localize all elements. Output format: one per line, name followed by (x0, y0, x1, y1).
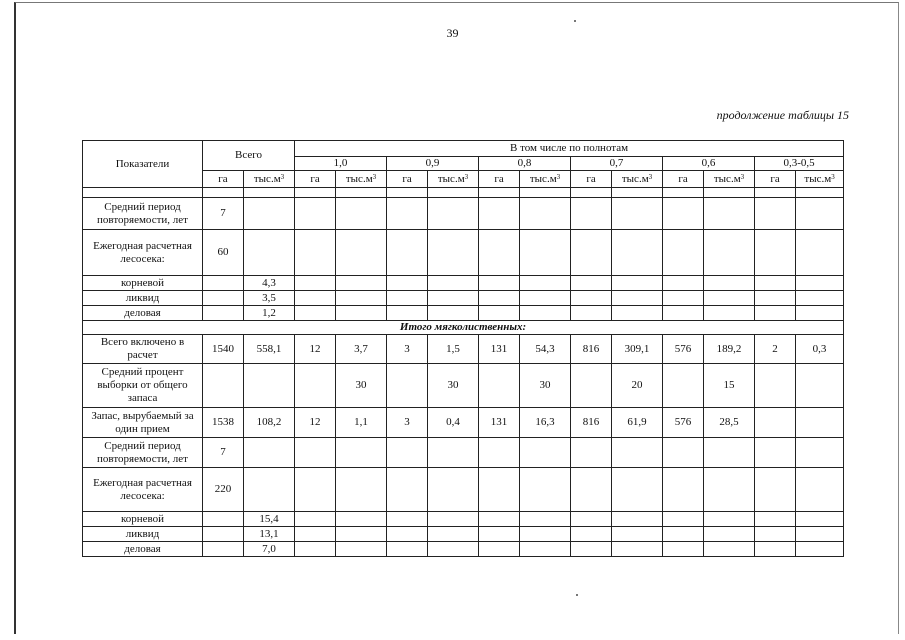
table-cell (571, 291, 612, 306)
table-cell (336, 188, 387, 198)
table-cell (796, 230, 844, 276)
table-cell (663, 306, 704, 321)
table-cell (295, 198, 336, 230)
table-cell (295, 306, 336, 321)
table-cell: 30 (336, 364, 387, 408)
table-cell (479, 438, 520, 468)
table-cell (755, 364, 796, 408)
table-cell (203, 188, 244, 198)
table-cell (428, 512, 479, 527)
row-label: деловая (83, 306, 203, 321)
table-cell (796, 306, 844, 321)
table-cell (571, 438, 612, 468)
unit-volume-superscript: 3 (648, 172, 653, 181)
row-label: Ежегодная расчетная лесосека: (83, 230, 203, 276)
table-row (83, 230, 844, 276)
table-cell (520, 512, 571, 527)
table-cell (479, 542, 520, 557)
table-cell (387, 468, 428, 512)
row-label: Всего включено в расчет (83, 335, 203, 364)
row-label: деловая (83, 542, 203, 557)
table-cell (663, 438, 704, 468)
table-cell (704, 542, 755, 557)
header-unit-ha: га (663, 171, 704, 188)
table-cell (796, 188, 844, 198)
header-unit-ha: га (479, 171, 520, 188)
table-cell (612, 527, 663, 542)
table-cell (796, 542, 844, 557)
unit-volume-superscript: 3 (280, 172, 285, 181)
table-cell (387, 527, 428, 542)
table-row (83, 321, 844, 335)
table-cell (571, 306, 612, 321)
table-row (83, 306, 844, 321)
table-cell (571, 542, 612, 557)
table-cell: 309,1 (612, 335, 663, 364)
table-row (83, 438, 844, 468)
table-cell (520, 527, 571, 542)
table-cell: 20 (612, 364, 663, 408)
table-cell (479, 198, 520, 230)
table-cell (571, 512, 612, 527)
row-label: Ежегодная расчетная лесосека: (83, 468, 203, 512)
row-label: корневой (83, 276, 203, 291)
unit-volume-superscript: 3 (740, 172, 745, 181)
table-cell (295, 188, 336, 198)
table-cell: 7 (203, 438, 244, 468)
table-cell (428, 542, 479, 557)
unit-volume-text: тыс.м (804, 172, 832, 185)
table-cell: 3 (387, 335, 428, 364)
unit-volume-text: тыс.м (713, 172, 741, 185)
table-cell (755, 408, 796, 438)
table-cell (203, 276, 244, 291)
scan-speck (574, 20, 576, 22)
table-cell (428, 291, 479, 306)
table-cell: 131 (479, 335, 520, 364)
table-cell (479, 291, 520, 306)
table-cell (704, 291, 755, 306)
table-cell (520, 276, 571, 291)
table-cell (663, 188, 704, 198)
table-cell: 3,7 (336, 335, 387, 364)
table-cell (479, 468, 520, 512)
table-cell (336, 438, 387, 468)
header-unit-ha: га (203, 171, 244, 188)
header-density: 0,3-0,5 (755, 157, 844, 171)
table-cell: 1,1 (336, 408, 387, 438)
table-cell (704, 230, 755, 276)
table-cell (755, 512, 796, 527)
table-cell (796, 468, 844, 512)
table-cell (203, 291, 244, 306)
table-cell (387, 364, 428, 408)
table-cell (479, 276, 520, 291)
table-row (83, 512, 844, 527)
table-cell (336, 198, 387, 230)
table-cell: 12 (295, 408, 336, 438)
header-by-density: В том числе по полнотам (295, 141, 844, 157)
table-cell: 3,5 (244, 291, 295, 306)
table-cell (203, 542, 244, 557)
table-cell (755, 188, 796, 198)
table-row (83, 291, 844, 306)
unit-volume-text: тыс.м (437, 172, 465, 185)
table-cell (479, 527, 520, 542)
table-cell (755, 468, 796, 512)
table-cell (428, 188, 479, 198)
table-cell (663, 468, 704, 512)
table-cell: 54,3 (520, 335, 571, 364)
table-cell (336, 306, 387, 321)
table-cell (295, 364, 336, 408)
table-cell (244, 438, 295, 468)
table-cell (704, 276, 755, 291)
table-cell (612, 306, 663, 321)
table-row (83, 542, 844, 557)
table-cell (796, 527, 844, 542)
unit-volume-text: тыс.м (621, 172, 649, 185)
table-cell: 61,9 (612, 408, 663, 438)
table-cell (520, 188, 571, 198)
table-cell: 16,3 (520, 408, 571, 438)
table-cell: 7,0 (244, 542, 295, 557)
row-label: ликвид (83, 527, 203, 542)
header-unit-volume (612, 171, 663, 188)
table-cell (203, 527, 244, 542)
table-cell (428, 527, 479, 542)
table-cell (479, 512, 520, 527)
table-cell (520, 230, 571, 276)
table-cell (704, 188, 755, 198)
table-cell (336, 512, 387, 527)
table-cell (336, 276, 387, 291)
table-cell (612, 542, 663, 557)
table-cell: 3 (387, 408, 428, 438)
table-cell (295, 527, 336, 542)
table-cell (663, 230, 704, 276)
table-cell: 12 (295, 335, 336, 364)
row-label (83, 188, 203, 198)
table-cell (571, 198, 612, 230)
table-cell (612, 291, 663, 306)
table-cell: 1,5 (428, 335, 479, 364)
table-cell (336, 468, 387, 512)
table-cell (520, 468, 571, 512)
table-cell (571, 276, 612, 291)
table-row (83, 408, 844, 438)
table-cell (796, 291, 844, 306)
table-cell (796, 364, 844, 408)
table-cell (704, 198, 755, 230)
table-cell (336, 542, 387, 557)
table-cell (295, 542, 336, 557)
table-cell (796, 408, 844, 438)
header-unit-ha: га (755, 171, 796, 188)
table-cell (336, 230, 387, 276)
header-indicators: Показатели (83, 141, 203, 188)
table-cell: 558,1 (244, 335, 295, 364)
table-cell (755, 542, 796, 557)
table-cell (704, 527, 755, 542)
table-cell (479, 364, 520, 408)
table-cell: 4,3 (244, 276, 295, 291)
table-cell: 2 (755, 335, 796, 364)
table-cell (336, 527, 387, 542)
table-cell (755, 438, 796, 468)
table-cell (520, 291, 571, 306)
table-cell (571, 468, 612, 512)
table-cell (244, 230, 295, 276)
table-cell (387, 291, 428, 306)
row-label: Запас, вырубаемый за один прием (83, 408, 203, 438)
unit-volume-superscript: 3 (556, 172, 561, 181)
table-cell (479, 230, 520, 276)
table-row (83, 188, 844, 198)
header-density: 1,0 (295, 157, 387, 171)
table-cell (796, 198, 844, 230)
table-cell (612, 512, 663, 527)
table-cell (612, 230, 663, 276)
table-cell (244, 468, 295, 512)
table-cell: 60 (203, 230, 244, 276)
section-heading: Итого мягколиственных: (83, 321, 844, 335)
table-cell (428, 438, 479, 468)
row-label: корневой (83, 512, 203, 527)
table-cell (755, 306, 796, 321)
table-cell: 576 (663, 335, 704, 364)
table-cell (244, 198, 295, 230)
unit-volume-text: тыс.м (345, 172, 373, 185)
header-density: 0,9 (387, 157, 479, 171)
table-cell: 28,5 (704, 408, 755, 438)
unit-volume-superscript: 3 (831, 172, 835, 181)
table-cell (387, 230, 428, 276)
table-cell (336, 291, 387, 306)
table-cell (612, 276, 663, 291)
table-row (83, 198, 844, 230)
unit-volume-superscript: 3 (372, 172, 377, 181)
table-cell (428, 276, 479, 291)
table-row (83, 335, 844, 364)
header-unit-ha: га (295, 171, 336, 188)
table-cell: 0,3 (796, 335, 844, 364)
table-cell: 1540 (203, 335, 244, 364)
row-label: Средний процент выборки от общего запаса (83, 364, 203, 408)
table-cell (704, 438, 755, 468)
table-cell (387, 198, 428, 230)
table-cell (571, 188, 612, 198)
table-cell: 30 (520, 364, 571, 408)
row-label: ликвид (83, 291, 203, 306)
table-cell: 131 (479, 408, 520, 438)
table-cell (295, 276, 336, 291)
table-cell: 7 (203, 198, 244, 230)
table-cell (479, 188, 520, 198)
table-cell (571, 230, 612, 276)
table-cell: 13,1 (244, 527, 295, 542)
table-cell (387, 188, 428, 198)
table-cell (612, 188, 663, 198)
table-cell (295, 438, 336, 468)
table-cell (571, 364, 612, 408)
table-cell (479, 306, 520, 321)
table-cell (663, 291, 704, 306)
table-cell (387, 512, 428, 527)
table-cell (796, 438, 844, 468)
table-cell: 816 (571, 408, 612, 438)
table-cell (663, 527, 704, 542)
unit-volume-text: тыс.м (529, 172, 557, 185)
table-cell (704, 306, 755, 321)
header-unit-volume (704, 171, 755, 188)
table-cell (520, 438, 571, 468)
table-cell (244, 188, 295, 198)
table-cell (428, 198, 479, 230)
table-cell (244, 364, 295, 408)
table-cell (295, 468, 336, 512)
table-cell (704, 512, 755, 527)
table-cell: 189,2 (704, 335, 755, 364)
table-cell: 108,2 (244, 408, 295, 438)
table-cell (387, 542, 428, 557)
table-cell (387, 306, 428, 321)
table-cell (755, 527, 796, 542)
table-cell: 0,4 (428, 408, 479, 438)
table-cell (755, 230, 796, 276)
table-cell (203, 512, 244, 527)
table-cell (612, 468, 663, 512)
table-row (83, 276, 844, 291)
table-row (83, 468, 844, 512)
header-unit-volume (244, 171, 295, 188)
header-unit-volume (520, 171, 571, 188)
header-unit-ha: га (387, 171, 428, 188)
page-number: 39 (446, 26, 459, 40)
table-cell (295, 230, 336, 276)
scan-speck (576, 594, 578, 596)
table-cell (428, 230, 479, 276)
table-continuation-caption: продолжение таблицы 15 (716, 108, 849, 122)
header-unit-volume (336, 171, 387, 188)
table-cell (612, 438, 663, 468)
table-cell (387, 438, 428, 468)
table-cell (203, 306, 244, 321)
data-table (82, 140, 844, 557)
header-total: Всего (203, 141, 295, 171)
table-cell (663, 198, 704, 230)
unit-volume-text: тыс.м (253, 172, 281, 185)
table-row (83, 364, 844, 408)
unit-volume-superscript: 3 (464, 172, 469, 181)
table-cell (520, 542, 571, 557)
table-cell: 1,2 (244, 306, 295, 321)
table-cell (663, 542, 704, 557)
table-cell (663, 364, 704, 408)
header-density: 0,8 (479, 157, 571, 171)
table-cell (612, 198, 663, 230)
table-cell: 30 (428, 364, 479, 408)
table-cell: 816 (571, 335, 612, 364)
table-cell (755, 291, 796, 306)
table-cell (428, 468, 479, 512)
header-unit-volume (428, 171, 479, 188)
table-cell (428, 306, 479, 321)
table-cell: 220 (203, 468, 244, 512)
table-cell (663, 512, 704, 527)
header-density: 0,7 (571, 157, 663, 171)
table-cell (203, 364, 244, 408)
table-cell: 15 (704, 364, 755, 408)
header-unit-volume (796, 171, 844, 188)
table-cell (295, 291, 336, 306)
table-cell: 576 (663, 408, 704, 438)
table-cell (571, 527, 612, 542)
table-cell (704, 468, 755, 512)
table-cell (755, 276, 796, 291)
row-label: Средний период повторяемости, лет (83, 198, 203, 230)
table-cell: 1538 (203, 408, 244, 438)
header-unit-ha: га (571, 171, 612, 188)
table-cell (796, 276, 844, 291)
table-cell (520, 306, 571, 321)
row-label: Средний период повторяемости, лет (83, 438, 203, 468)
table-cell (755, 198, 796, 230)
table-cell: 15,4 (244, 512, 295, 527)
table-cell (796, 512, 844, 527)
table-cell (295, 512, 336, 527)
table-cell (663, 276, 704, 291)
table-row (83, 527, 844, 542)
header-density: 0,6 (663, 157, 755, 171)
table-cell (520, 198, 571, 230)
table-cell (387, 276, 428, 291)
